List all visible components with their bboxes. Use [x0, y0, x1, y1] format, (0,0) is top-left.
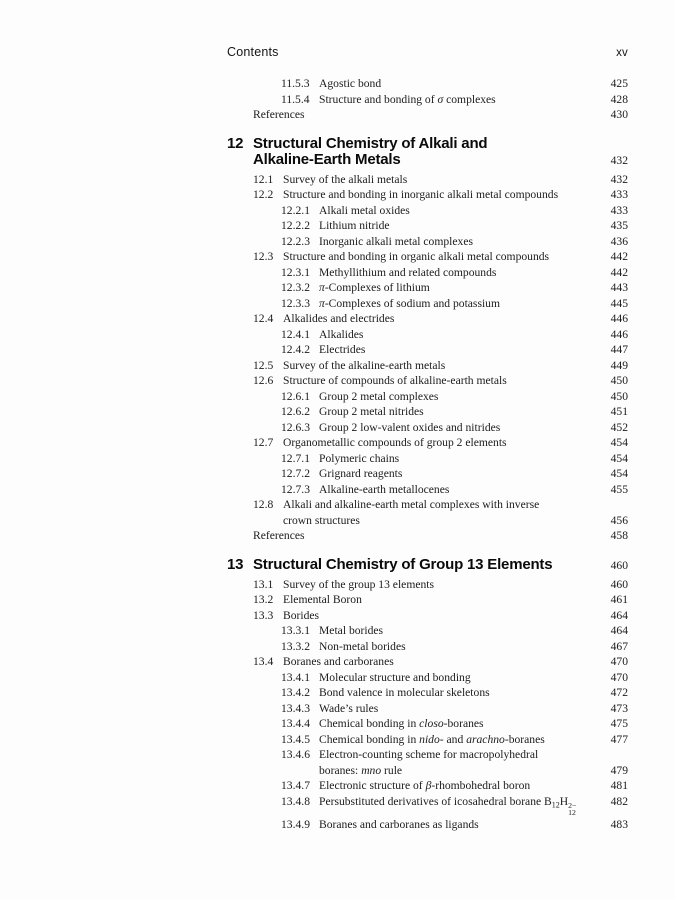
entry-title: Methyllithium and related compounds [319, 265, 497, 279]
toc-entry-line [281, 280, 628, 296]
entry-page-number: 442 [610, 250, 628, 263]
entry-page-number: 483 [610, 817, 628, 831]
toc-entry [227, 482, 628, 498]
toc-entry [227, 794, 628, 817]
toc-entry-line [253, 107, 628, 123]
entry-title: π-Complexes of lithium [319, 281, 430, 294]
entry-number: 12.6.1 [281, 389, 310, 403]
entry-title: Borides [283, 608, 320, 622]
toc-entry [227, 701, 628, 717]
entry-title: Non-metal borides [319, 639, 406, 653]
entry-number: 13.3.2 [281, 639, 310, 653]
toc-entry-line [281, 623, 628, 639]
toc-entry-line [281, 778, 628, 794]
toc-entry [227, 296, 628, 312]
entry-page-number: 482 [610, 794, 628, 808]
entry-number: 13.4.9 [281, 817, 310, 831]
toc-entry [227, 497, 628, 528]
entry-page-number: 464 [610, 608, 628, 622]
toc-entry [227, 778, 628, 794]
entry-page-number: 449 [610, 358, 628, 372]
toc-entry-line [253, 497, 628, 513]
entry-page-number: 455 [610, 482, 628, 496]
entry-page-number: 425 [610, 77, 628, 90]
toc-entry-line [281, 389, 628, 405]
entry-number: 13.3 [253, 608, 274, 622]
toc-entry [227, 92, 628, 108]
entry-page-number: 442 [610, 265, 628, 279]
toc-entry [227, 280, 628, 296]
entry-page-number: 447 [610, 343, 628, 356]
toc-entry-line [281, 234, 628, 250]
toc-entry [227, 528, 628, 544]
toc-entry [227, 435, 628, 451]
entry-page-number: 443 [610, 281, 628, 294]
entry-page-number: 432 [610, 153, 628, 167]
entry-number: 12.1 [253, 172, 274, 186]
toc-entry-line [253, 435, 628, 451]
entry-page-number: 446 [610, 327, 628, 341]
entry-number: 13 [227, 555, 244, 573]
toc-entry-line [253, 311, 628, 327]
entry-page-number: 460 [610, 558, 628, 572]
toc-entry [227, 732, 628, 748]
toc-list [227, 76, 628, 832]
entry-page-number: 446 [610, 312, 628, 325]
toc-entry [227, 420, 628, 436]
entry-title: Survey of the alkaline-earth metals [283, 358, 446, 372]
entry-page-number: 456 [610, 513, 628, 527]
entry-page-number: 454 [610, 436, 628, 449]
entry-title: Chemical bonding in closo-boranes [319, 717, 484, 730]
toc-entry-line [281, 420, 628, 436]
entry-page-number: 435 [610, 219, 628, 232]
toc-entry [227, 685, 628, 701]
toc-entry [227, 451, 628, 467]
entry-title: Structure and bonding in inorganic alkali metal compounds [283, 188, 559, 201]
entry-title: crown structures [283, 513, 360, 527]
entry-number: 12.3.1 [281, 265, 310, 279]
toc-entry-line [281, 327, 628, 343]
toc-entry [227, 639, 628, 655]
toc-entry-line [253, 187, 628, 203]
toc-entry [227, 623, 628, 639]
running-head: Contents [227, 45, 279, 59]
stacked-sub-sup: 2− 12 [568, 800, 577, 817]
toc-entry [227, 557, 628, 574]
entry-number: 12.7.2 [281, 467, 310, 480]
toc-entry-line [253, 373, 628, 389]
entry-page-number: 472 [610, 686, 628, 699]
toc-entry [227, 107, 628, 123]
entry-title: Molecular structure and bonding [319, 670, 471, 684]
entry-number: 12.4.2 [281, 343, 310, 356]
entry-page-number: 428 [610, 92, 628, 106]
entry-title: Agostic bond [319, 77, 382, 90]
entry-number: 12 [227, 134, 244, 152]
toc-entry-line [253, 654, 628, 670]
entry-number: 12.7 [253, 436, 274, 449]
toc-entry-line [281, 794, 628, 817]
entry-number: 12.3.3 [281, 296, 310, 310]
entry-title: Lithium nitride [319, 219, 390, 232]
entry-number: 13.2 [253, 593, 274, 606]
toc-entry-line [227, 136, 628, 152]
entry-title: Alkaline-Earth Metals [253, 150, 401, 168]
entry-page-number: 461 [610, 593, 628, 606]
entry-number: 11.5.4 [281, 92, 310, 106]
entry-number: 12.4.1 [281, 327, 310, 341]
toc-entry [227, 670, 628, 686]
entry-page-number: 454 [610, 467, 628, 480]
page-number-roman: xv [616, 47, 628, 59]
entry-title: Group 2 metal nitrides [319, 405, 424, 418]
entry-page-number: 460 [610, 577, 628, 591]
toc-entry-line [281, 342, 628, 358]
entry-page-number: 458 [610, 529, 628, 542]
toc-entry [227, 249, 628, 265]
entry-title: Group 2 low-valent oxides and nitrides [319, 420, 501, 434]
toc-entry [227, 172, 628, 188]
toc-entry-line [319, 763, 628, 779]
entry-number: 13.4.3 [281, 701, 310, 715]
toc-entry-line [281, 451, 628, 467]
entry-number: 12.6.2 [281, 405, 310, 418]
toc-entry-line [281, 732, 628, 748]
entry-page-number: 430 [610, 108, 628, 121]
toc-entry-line [281, 685, 628, 701]
page-content [227, 45, 628, 832]
entry-title: Survey of the alkali metals [283, 172, 408, 186]
entry-title: Alkalides and electrides [283, 312, 395, 325]
toc-entry-line [283, 513, 628, 529]
entry-number: 12.2.1 [281, 203, 310, 217]
entry-number: 12.4 [253, 312, 274, 325]
entry-page-number: 452 [610, 420, 628, 434]
entry-title: Structural Chemistry of Alkali and [253, 134, 488, 152]
page-header [227, 45, 628, 59]
toc-entry-line [253, 358, 628, 374]
toc-entry [227, 373, 628, 389]
entry-number: 12.2.3 [281, 234, 310, 248]
entry-title: Elemental Boron [283, 593, 362, 606]
entry-title: Structure and bonding in organic alkali metal compounds [283, 250, 550, 263]
toc-entry-line [253, 172, 628, 188]
entry-number: 12.7.3 [281, 482, 310, 496]
entry-title: Group 2 metal complexes [319, 389, 439, 403]
entry-page-number: 464 [610, 624, 628, 637]
entry-page-number: 432 [610, 172, 628, 186]
entry-title: Organometallic compounds of group 2 elements [283, 436, 507, 449]
entry-title: Electronic structure of β-rhombohedral boron [319, 779, 531, 792]
toc-entry-line [281, 716, 628, 732]
toc-entry-line [253, 152, 628, 169]
toc-entry [227, 234, 628, 250]
entry-title: References [253, 529, 305, 542]
toc-entry [227, 76, 628, 92]
entry-title: Chemical bonding in nido- and arachno-boranes [319, 732, 545, 746]
toc-entry [227, 265, 628, 281]
entry-number: 13.4.1 [281, 670, 310, 684]
toc-entry-line [253, 608, 628, 624]
toc-entry [227, 817, 628, 833]
toc-entry [227, 218, 628, 234]
entry-page-number: 436 [610, 234, 628, 248]
entry-title: Grignard reagents [319, 467, 403, 480]
toc-entry [227, 404, 628, 420]
toc-entry [227, 136, 628, 169]
toc-entry-line [281, 670, 628, 686]
entry-number: 12.6 [253, 374, 274, 387]
entry-page-number: 475 [610, 717, 628, 730]
toc-entry-line [281, 265, 628, 281]
entry-title: Bond valence in molecular skeletons [319, 686, 490, 699]
toc-entry-line [281, 482, 628, 498]
toc-entry-line [281, 639, 628, 655]
entry-page-number: 470 [610, 655, 628, 668]
entry-title: boranes: mno rule [319, 763, 403, 777]
entry-number: 12.6.3 [281, 420, 310, 434]
entry-number: 13.3.1 [281, 624, 310, 637]
entry-title: Structure and bonding of σ complexes [319, 92, 496, 106]
entry-number: 13.4 [253, 655, 274, 668]
entry-title: Persubstituted derivatives of icosahedral borane $B_{12}H$ 2− 12 [319, 794, 577, 817]
toc-entry [227, 358, 628, 374]
entry-number: 13.4.5 [281, 732, 310, 746]
entry-page-number: 481 [610, 779, 628, 792]
toc-entry [227, 466, 628, 482]
entry-title: Alkaline-earth metallocenes [319, 482, 450, 496]
entry-title: Structural Chemistry of Group 13 Elements [253, 555, 553, 573]
entry-number: 13.4.2 [281, 686, 310, 699]
entry-page-number: 470 [610, 670, 628, 684]
toc-entry-line [227, 557, 628, 574]
entry-number: 11.5.3 [281, 77, 310, 90]
entry-number: 12.2.2 [281, 219, 310, 232]
entry-title: Alkali and alkaline-earth metal complexes with inverse [283, 498, 540, 511]
entry-title: Metal borides [319, 624, 384, 637]
toc-entry-line [281, 76, 628, 92]
entry-number: 12.7.1 [281, 451, 310, 465]
entry-page-number: 445 [610, 296, 628, 310]
entry-number: 13.4.4 [281, 717, 310, 730]
toc-entry [227, 608, 628, 624]
entry-number: 13.4.6 [281, 748, 310, 761]
entry-number: 12.3 [253, 250, 274, 263]
entry-title: Alkali metal oxides [319, 203, 410, 217]
toc-entry-line [281, 218, 628, 234]
entry-page-number: 451 [610, 405, 628, 418]
entry-number: 12.5 [253, 358, 274, 372]
toc-entry-line [253, 577, 628, 593]
entry-page-number: 477 [610, 732, 628, 746]
entry-title: Electrides [319, 343, 366, 356]
entry-number: 12.8 [253, 498, 274, 511]
toc-entry-line [253, 249, 628, 265]
entry-title: Boranes and carboranes [283, 655, 394, 668]
toc-entry-line [281, 92, 628, 108]
toc-entry-line [253, 592, 628, 608]
entry-number: 13.4.8 [281, 794, 310, 808]
toc-entry-line [281, 747, 628, 763]
entry-title: Survey of the group 13 elements [283, 577, 435, 591]
toc-entry [227, 654, 628, 670]
toc-entry [227, 203, 628, 219]
toc-entry-line [281, 404, 628, 420]
toc-entry [227, 327, 628, 343]
entry-page-number: 473 [610, 701, 628, 715]
toc-entry-line [253, 528, 628, 544]
entry-number: 12.2 [253, 188, 274, 201]
entry-title: Polymeric chains [319, 451, 400, 465]
toc-entry-line [281, 466, 628, 482]
entry-title: Boranes and carboranes as ligands [319, 817, 479, 831]
entry-page-number: 433 [610, 203, 628, 217]
entry-page-number: 433 [610, 188, 628, 201]
entry-page-number: 479 [610, 763, 628, 777]
toc-entry [227, 592, 628, 608]
toc-entry [227, 747, 628, 778]
entry-title: Electron-counting scheme for macropolyhedral [319, 748, 539, 761]
toc-entry-line [281, 203, 628, 219]
entry-title: Alkalides [319, 327, 364, 341]
entry-page-number: 454 [610, 451, 628, 465]
toc-entry [227, 187, 628, 203]
entry-title: Wade’s rules [319, 701, 379, 715]
toc-entry [227, 577, 628, 593]
toc-entry-line [281, 701, 628, 717]
entry-page-number: 450 [610, 374, 628, 387]
entry-number: 13.1 [253, 577, 274, 591]
entry-title: π-Complexes of sodium and potassium [319, 296, 500, 310]
entry-title: Structure of compounds of alkaline-earth metals [283, 374, 507, 387]
entry-title: References [253, 108, 305, 121]
entry-number: 12.3.2 [281, 281, 310, 294]
toc-entry [227, 389, 628, 405]
entry-page-number: 450 [610, 389, 628, 403]
entry-number: 13.4.7 [281, 779, 310, 792]
toc-entry [227, 716, 628, 732]
toc-entry [227, 311, 628, 327]
entry-page-number: 467 [610, 639, 628, 653]
entry-title: Inorganic alkali metal complexes [319, 234, 473, 248]
toc-entry-line [281, 817, 628, 833]
toc-entry [227, 342, 628, 358]
toc-entry-line [281, 296, 628, 312]
